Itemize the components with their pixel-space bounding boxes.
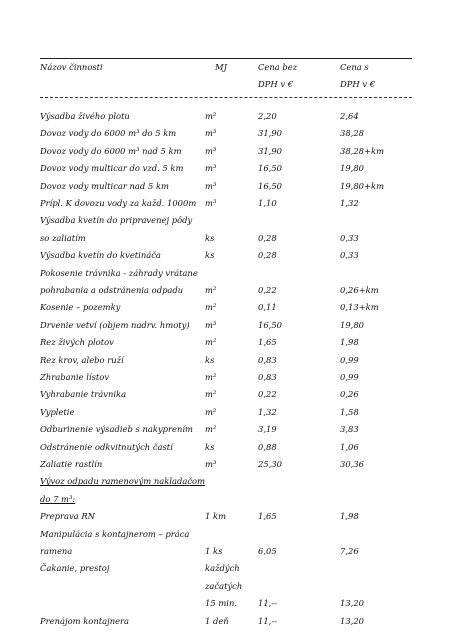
row-20-p2: 30,36 [340,459,364,469]
row-0-unit: m² [205,111,217,121]
row-5-p1: 1,10 [258,198,277,208]
row-14-name: Rez krov, alebo ruží [40,354,124,365]
row-7-unit: ks [205,232,215,243]
row-15-name: Zhrabanie lístov [40,372,110,382]
header-price-incl-1: Cena s [340,62,369,72]
row-17-p1: 1,32 [258,406,277,417]
row-4-p1: 16,50 [258,180,282,191]
row-1-name: Dovoz vody do 6000 m³ do 5 km [40,128,177,139]
row-2-p1: 31,90 [258,145,282,156]
row-13-unit: m² [205,337,217,348]
row-12-p2: 19,80 [340,319,364,330]
row-23-p1: 1,65 [258,511,277,522]
row-11-p1: 0,11 [258,302,277,313]
row-18-p1: 3,19 [258,424,277,435]
row-28-p1: 11,-- [258,598,277,609]
row-19-name: Odstránenie odkvitnutých častí [40,441,173,452]
row-25-p1: 6,05 [258,546,277,556]
row-10-unit: m² [205,285,217,295]
row-7-p1: 0,28 [258,232,277,243]
row-23-name: Preprava RN [40,511,95,522]
row-27-unit: začatých [205,580,243,591]
row-5-unit: m³ [205,198,217,208]
row-29-p2: 13,20 [340,615,364,626]
row-0-p2: 2,64 [340,111,359,121]
row-10-p1: 0,22 [258,285,277,295]
row-15-unit: m² [205,372,217,382]
row-5-p2: 1,32 [340,198,359,208]
row-2-unit: m³ [205,145,217,156]
row-29-unit: 1 deň [205,615,229,626]
row-20-name: Zaliatie rastlín [40,459,103,469]
row-0-p1: 2,20 [258,111,277,121]
row-14-unit: ks [205,354,215,365]
row-2-name: Dovoz vody do 6000 m³ nad 5 km [40,145,182,156]
row-28-unit: 15 min. [205,598,237,609]
row-12-unit: m³ [205,319,217,330]
row-13-p2: 1,98 [340,337,359,348]
row-16-unit: m² [205,389,217,400]
row-25-p2: 7,26 [340,546,359,556]
row-8-unit: ks [205,250,215,261]
row-28-p2: 13,20 [340,598,364,609]
row-8-p1: 0,28 [258,250,277,261]
row-25-name: ramena [40,546,73,556]
row-24-name: Manipulácia s kontajnerom – práca [40,528,190,539]
row-12-name: Drvenie vetví (objem nadrv. hmoty) [40,319,190,330]
row-7-p2: 0,33 [340,232,359,243]
dashed-divider [40,97,412,98]
row-29-name: Prenájom kontajnera [40,615,130,626]
header-name: Názov činnosti [40,62,103,72]
row-19-unit: ks [205,441,215,452]
row-1-p1: 31,90 [258,128,282,139]
row-3-p1: 16,50 [258,163,282,174]
row-16-name: Vyhrabanie trávnika [40,389,127,400]
row-19-p2: 1,06 [340,441,359,452]
row-6-name: Výsadba kvetín do pripravenej pôdy [40,215,193,226]
row-15-p1: 0,83 [258,372,277,382]
row-16-p2: 0,26 [340,389,359,400]
row-13-name: Rez živých plotov [40,337,114,348]
header-mj: MJ [215,62,227,72]
row-22-name: do 7 m³: [40,493,76,504]
row-10-name: pohrabania a odstránenia odpadu [40,285,184,295]
row-7-name: so zaliatím [40,232,86,243]
row-23-unit: 1 km [205,511,227,522]
row-3-unit: m³ [205,163,217,174]
header-price-excl-1: Cena bez [258,62,298,72]
row-20-unit: m³ [205,459,217,469]
row-18-p2: 3,83 [340,424,359,435]
row-9-name: Pokosenie trávnika - záhrady vrátane [40,267,198,278]
row-11-name: Kosenie – pozemky [40,302,121,313]
row-4-unit: m³ [205,180,217,191]
row-18-unit: m² [205,424,217,435]
row-17-name: Vypletie [40,406,75,417]
row-2-p2: 38,28+km [340,145,385,156]
row-21-name: Vývoz odpadu ramenovým nakladačom [40,476,206,487]
top-rule [40,58,412,59]
row-11-p2: 0,13+km [340,302,379,313]
row-8-p2: 0,33 [340,250,359,261]
row-18-name: Odburinenie výsadieb s nakyprením [40,424,193,435]
row-20-p1: 25,30 [258,459,282,469]
row-1-unit: m³ [205,128,217,139]
row-5-name: Prípl. K dovozu vody za každ. 1000m [40,198,197,208]
header-price-excl-2: DPH v € [258,79,294,89]
header-price-incl-2: DPH v € [340,79,376,89]
row-4-p2: 19,80+km [340,180,385,191]
row-14-p2: 0,99 [340,354,359,365]
row-10-p2: 0,26+km [340,285,379,295]
row-26-name: Čakanie, prestoj [40,563,110,574]
row-23-p2: 1,98 [340,511,359,522]
row-0-name: Výsadba živého plotu [40,111,130,121]
row-4-name: Dovoz vody multicar nad 5 km [40,180,169,191]
row-26-unit: každých [205,563,240,574]
row-3-name: Dovoz vody multicar do vzd. 5 km [40,163,184,174]
row-12-p1: 16,50 [258,319,282,330]
row-14-p1: 0,83 [258,354,277,365]
row-3-p2: 19,80 [340,163,364,174]
row-29-p1: 11,-- [258,615,277,626]
row-8-name: Výsadba kvetín do kvetináča [40,250,161,261]
row-13-p1: 1,65 [258,337,277,348]
row-25-unit: 1 ks [205,546,223,556]
row-17-unit: m² [205,406,217,417]
row-17-p2: 1,58 [340,406,359,417]
row-15-p2: 0,99 [340,372,359,382]
row-16-p1: 0,22 [258,389,277,400]
row-19-p1: 0,88 [258,441,277,452]
row-1-p2: 38,28 [340,128,364,139]
row-11-unit: m² [205,302,217,313]
